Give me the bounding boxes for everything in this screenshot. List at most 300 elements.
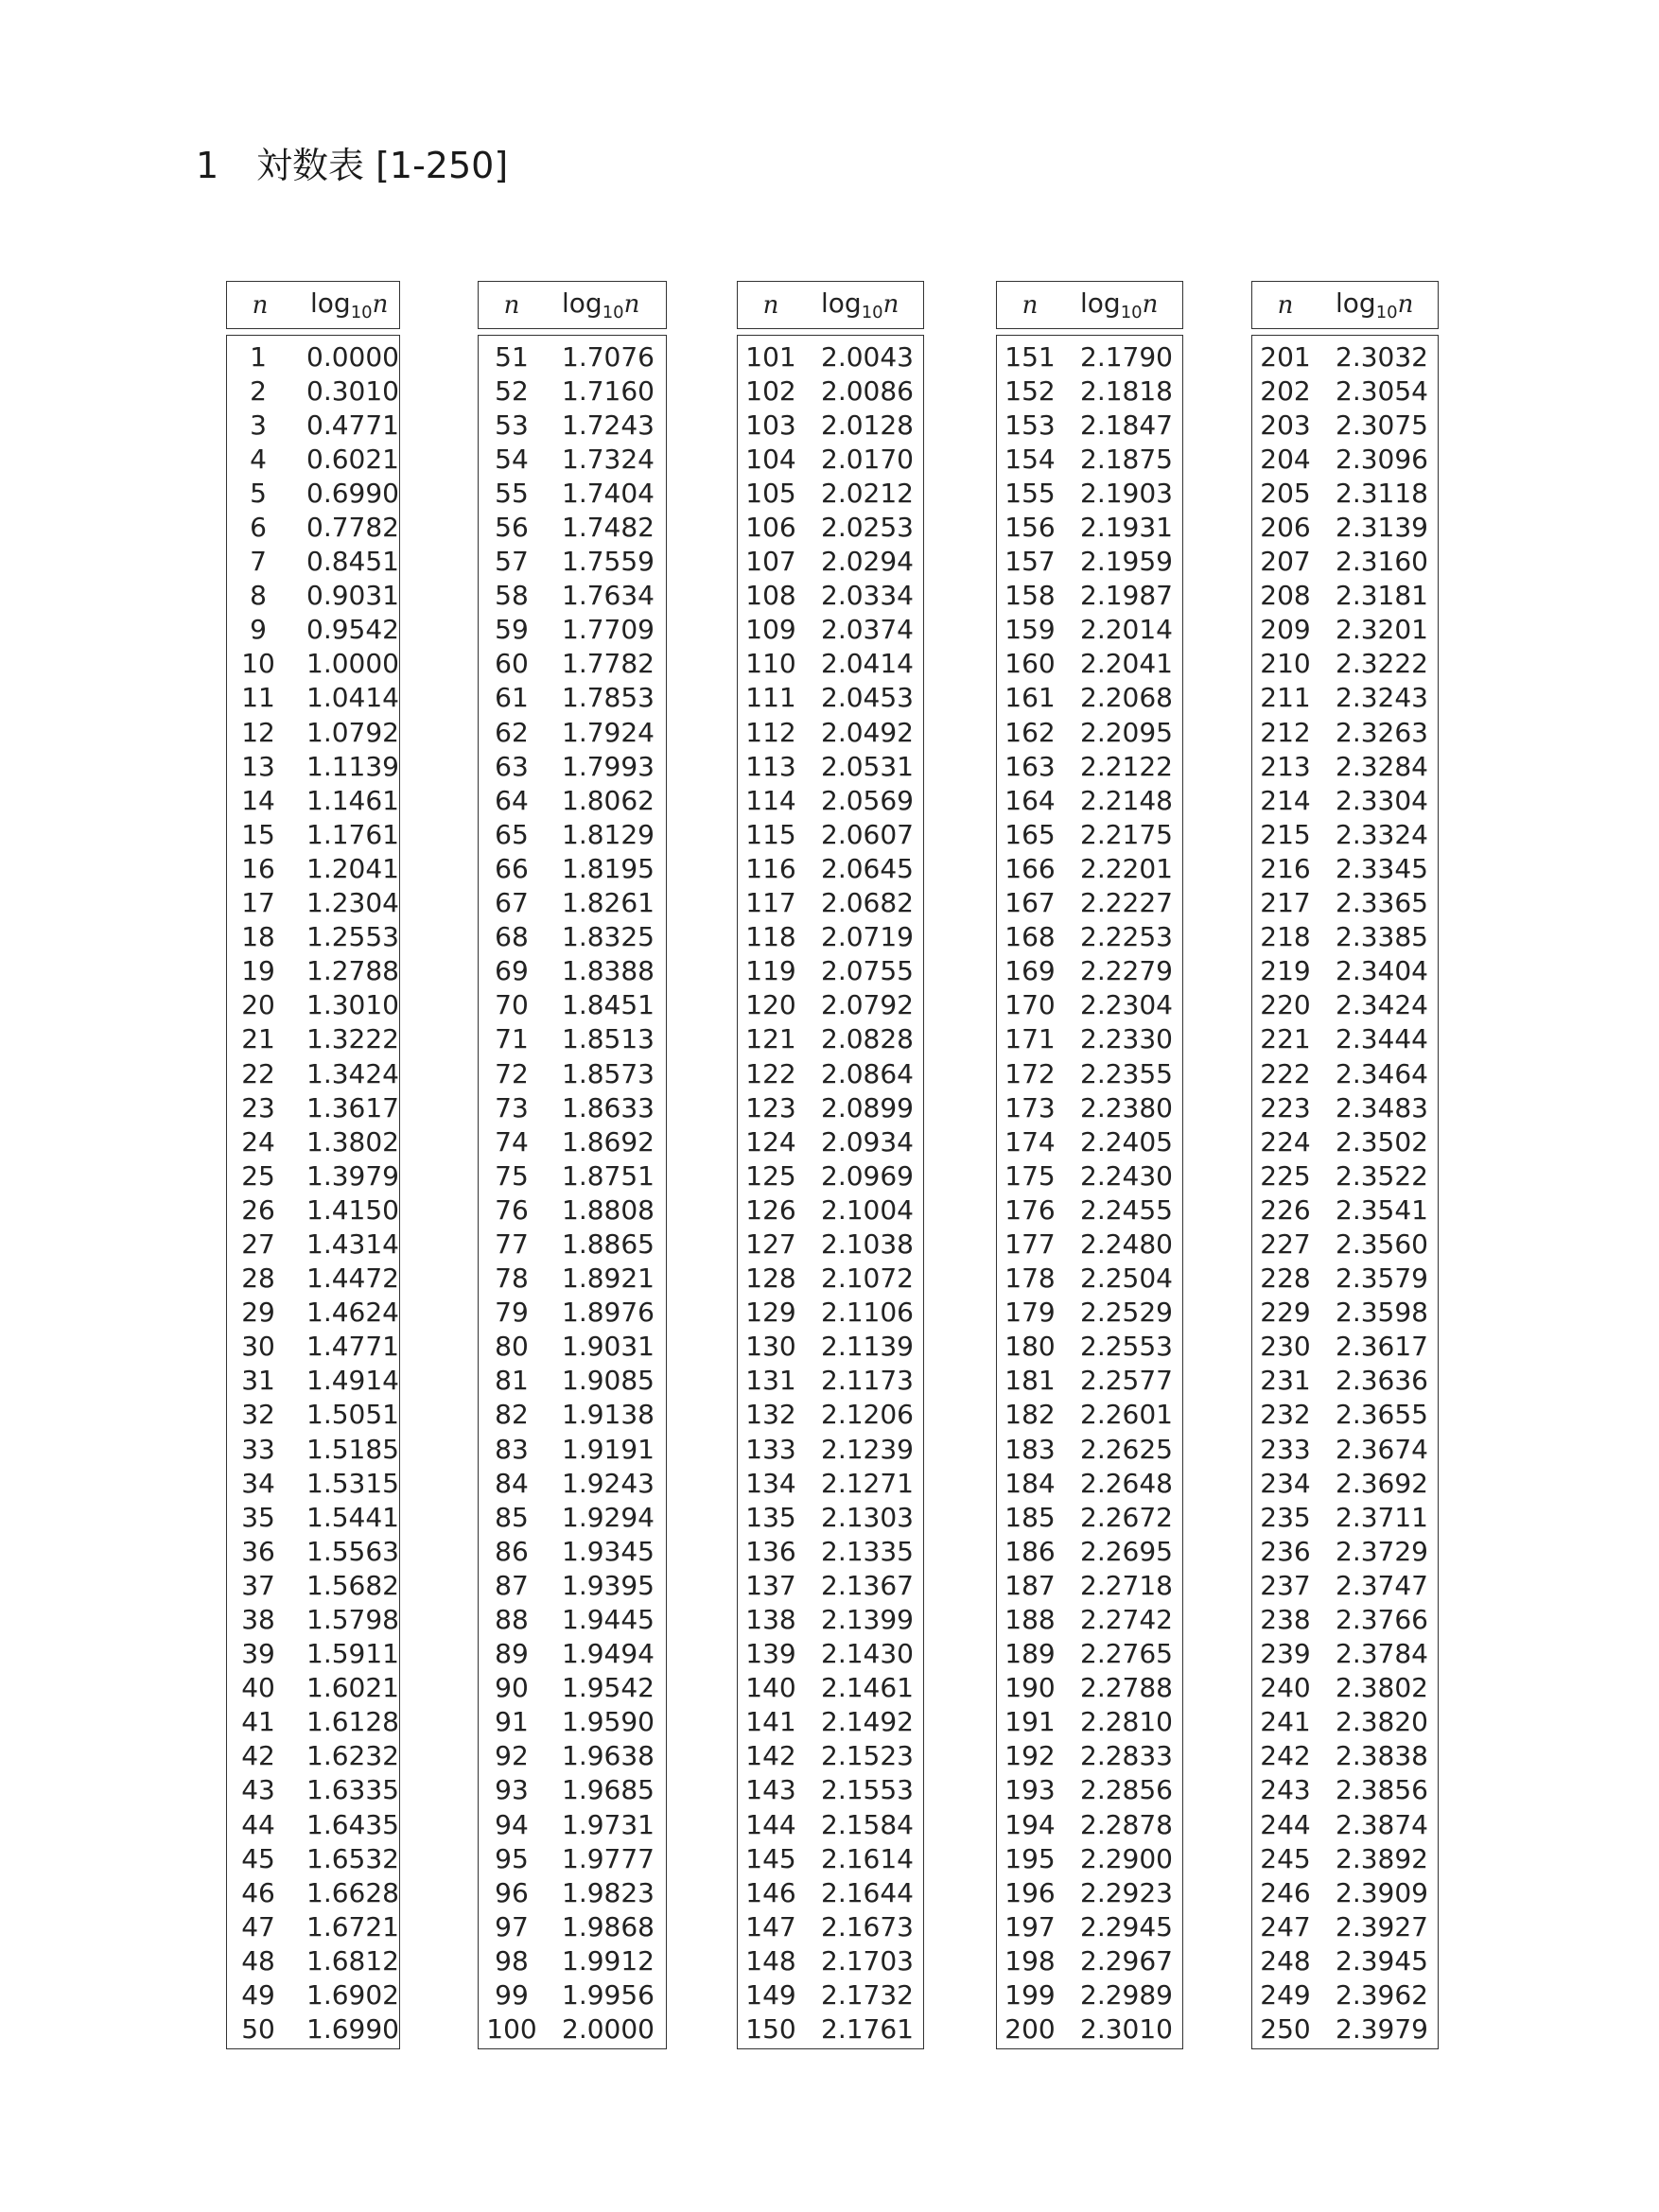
cell-log: 2.2330 [1080, 1023, 1173, 1055]
table-row [479, 681, 666, 715]
cell-n: 135 [745, 1501, 796, 1533]
cell-log: 2.3927 [1336, 1910, 1428, 1942]
cell-n: 123 [745, 1091, 796, 1123]
table-row [1252, 1432, 1438, 1466]
table-row [1252, 1296, 1438, 1330]
table-row [997, 579, 1182, 613]
table-row [1252, 408, 1438, 442]
cell-log: 2.3617 [1336, 1331, 1428, 1363]
cell-n: 60 [495, 648, 529, 680]
cell-n: 26 [241, 1193, 275, 1226]
cell-n: 42 [241, 1740, 275, 1772]
cell-log: 2.3560 [1336, 1228, 1428, 1260]
table-row [997, 1841, 1182, 1875]
table-row [738, 1705, 923, 1739]
table-row [479, 749, 666, 783]
cell-log: 2.2788 [1080, 1672, 1173, 1704]
cell-n: 173 [1004, 1091, 1056, 1123]
cell-n: 78 [495, 1263, 529, 1295]
cell-log: 2.3856 [1336, 1774, 1428, 1806]
table-row [997, 1262, 1182, 1296]
table-row [738, 1841, 923, 1875]
cell-n: 160 [1004, 648, 1056, 680]
cell-log: 2.1206 [821, 1399, 914, 1431]
cell-log: 2.3598 [1336, 1297, 1428, 1329]
cell-n: 213 [1260, 750, 1311, 782]
cell-n: 117 [745, 887, 796, 919]
cell-log: 2.2279 [1080, 955, 1173, 987]
table-row [997, 408, 1182, 442]
cell-log: 2.3160 [1336, 546, 1428, 578]
cell-n: 28 [241, 1263, 275, 1295]
table-row [227, 1432, 399, 1466]
table-row [227, 340, 399, 374]
table-row [1252, 1534, 1438, 1568]
cell-n: 169 [1004, 955, 1056, 987]
cell-n: 31 [241, 1365, 275, 1397]
table-row [479, 476, 666, 510]
cell-log: 2.3711 [1336, 1501, 1428, 1533]
table-row [997, 1637, 1182, 1671]
cell-log: 2.1461 [821, 1672, 914, 1704]
cell-n: 248 [1260, 1944, 1311, 1977]
table-row [479, 442, 666, 476]
table-row [1252, 1158, 1438, 1193]
cell-n: 94 [495, 1808, 529, 1840]
cell-log: 1.9685 [562, 1774, 655, 1806]
table-row [997, 442, 1182, 476]
cell-n: 153 [1004, 409, 1056, 441]
cell-log: 0.6021 [306, 443, 399, 475]
table-row [738, 1671, 923, 1705]
cell-n: 145 [745, 1842, 796, 1874]
cell-log: 1.2553 [306, 921, 399, 953]
cell-log: 0.3010 [306, 374, 399, 407]
table-row [1252, 1978, 1438, 2012]
cell-n: 223 [1260, 1091, 1311, 1123]
table-header [737, 282, 924, 329]
table-row [227, 1739, 399, 1773]
table-row [738, 954, 923, 988]
cell-log: 2.2810 [1080, 1706, 1173, 1738]
cell-log: 2.1875 [1080, 443, 1173, 475]
cell-n: 109 [745, 614, 796, 646]
table-row [997, 886, 1182, 920]
cell-n: 122 [745, 1057, 796, 1089]
cell-n: 174 [1004, 1125, 1056, 1158]
cell-n: 70 [495, 989, 529, 1021]
cell-n: 168 [1004, 921, 1056, 953]
table-row [738, 886, 923, 920]
cell-log: 2.2175 [1080, 818, 1173, 850]
cell-n: 142 [745, 1740, 796, 1772]
cell-log: 1.6021 [306, 1672, 399, 1704]
cell-log: 2.2227 [1080, 887, 1173, 919]
table-header [1251, 282, 1439, 329]
table-row [227, 1671, 399, 1705]
cell-n: 47 [241, 1910, 275, 1942]
cell-n: 5 [250, 477, 267, 509]
cell-log: 2.1584 [821, 1808, 914, 1840]
cell-log: 2.2041 [1080, 648, 1173, 680]
table-row [1252, 1056, 1438, 1090]
cell-log: 2.3979 [1336, 2013, 1428, 2046]
cell-log: 2.2201 [1080, 852, 1173, 884]
cell-log: 1.9868 [562, 1910, 655, 1942]
cell-log: 1.7076 [562, 340, 655, 373]
cell-n: 97 [495, 1910, 529, 1942]
table-row [997, 1364, 1182, 1398]
cell-n: 176 [1004, 1193, 1056, 1226]
cell-log: 1.9638 [562, 1740, 655, 1772]
header-log-var: n [1397, 290, 1414, 319]
cell-n: 150 [745, 2013, 796, 2046]
cell-log: 1.8062 [562, 784, 655, 816]
cell-log: 1.7709 [562, 614, 655, 646]
cell-n: 52 [495, 374, 529, 407]
table-row [479, 1773, 666, 1807]
cell-n: 205 [1260, 477, 1311, 509]
cell-n: 43 [241, 1774, 275, 1806]
cell-log: 1.7482 [562, 512, 655, 544]
table-row [227, 783, 399, 817]
cell-log: 2.3118 [1336, 477, 1428, 509]
table-row [738, 1500, 923, 1534]
table-row [227, 1056, 399, 1090]
table-row [227, 2012, 399, 2047]
cell-log: 1.5798 [306, 1604, 399, 1636]
table-row [738, 1056, 923, 1090]
cell-log: 1.6628 [306, 1876, 399, 1908]
cell-log: 1.9445 [562, 1604, 655, 1636]
cell-n: 53 [495, 409, 529, 441]
cell-n: 200 [1004, 2013, 1056, 2046]
cell-log: 2.2923 [1080, 1876, 1173, 1908]
table-row [1252, 2012, 1438, 2047]
cell-log: 2.0334 [821, 580, 914, 612]
cell-n: 3 [250, 409, 267, 441]
cell-log: 2.0645 [821, 852, 914, 884]
cell-log: 0.9031 [306, 580, 399, 612]
cell-n: 157 [1004, 546, 1056, 578]
table-row [479, 510, 666, 544]
cell-log: 2.1430 [821, 1638, 914, 1670]
cell-log: 2.2945 [1080, 1910, 1173, 1942]
cell-n: 13 [241, 750, 275, 782]
table-row [1252, 1637, 1438, 1671]
header-log-base: log [1080, 287, 1121, 319]
table-row [1252, 1500, 1438, 1534]
cell-n: 66 [495, 852, 529, 884]
table-row [1252, 1602, 1438, 1636]
cell-n: 171 [1004, 1023, 1056, 1055]
cell-n: 71 [495, 1023, 529, 1055]
table-body [478, 335, 667, 2048]
cell-log: 2.3464 [1336, 1057, 1428, 1089]
cell-log: 1.7853 [562, 682, 655, 714]
cell-log: 1.7924 [562, 716, 655, 748]
cell-log: 1.7993 [562, 750, 655, 782]
cell-n: 105 [745, 477, 796, 509]
table-row [1252, 613, 1438, 647]
table-row [1252, 749, 1438, 783]
cell-log: 2.3365 [1336, 887, 1428, 919]
table-row [738, 1807, 923, 1841]
table-row [479, 1056, 666, 1090]
cell-n: 80 [495, 1331, 529, 1363]
table-row [997, 613, 1182, 647]
cell-n: 194 [1004, 1808, 1056, 1840]
cell-n: 18 [241, 921, 275, 953]
cell-n: 113 [745, 750, 796, 782]
cell-n: 119 [745, 955, 796, 987]
cell-n: 182 [1004, 1399, 1056, 1431]
table-row [997, 374, 1182, 408]
cell-log: 1.1461 [306, 784, 399, 816]
cell-log: 2.1173 [821, 1365, 914, 1397]
cell-n: 118 [745, 921, 796, 953]
cell-log: 1.4150 [306, 1193, 399, 1226]
cell-n: 239 [1260, 1638, 1311, 1670]
cell-log: 2.3483 [1336, 1091, 1428, 1123]
table-row [738, 647, 923, 681]
cell-n: 185 [1004, 1501, 1056, 1533]
cell-n: 100 [486, 2013, 537, 2046]
cell-n: 87 [495, 1569, 529, 1601]
cell-n: 201 [1260, 340, 1311, 373]
cell-log: 1.5441 [306, 1501, 399, 1533]
table-row [1252, 545, 1438, 579]
table-header [226, 282, 400, 329]
cell-n: 247 [1260, 1910, 1311, 1942]
table-row [1252, 1568, 1438, 1602]
cell-log: 1.1761 [306, 818, 399, 850]
cell-n: 106 [745, 512, 796, 544]
cell-log: 2.3945 [1336, 1944, 1428, 1977]
cell-n: 154 [1004, 443, 1056, 475]
table-row [997, 1056, 1182, 1090]
table-row [997, 476, 1182, 510]
cell-n: 243 [1260, 1774, 1311, 1806]
table-row [479, 783, 666, 817]
cell-n: 10 [241, 648, 275, 680]
table-row [738, 579, 923, 613]
cell-log: 2.1239 [821, 1433, 914, 1465]
cell-log: 1.3222 [306, 1023, 399, 1055]
header-n: n [1022, 290, 1039, 320]
cell-log: 2.0607 [821, 818, 914, 850]
cell-log: 2.3424 [1336, 989, 1428, 1021]
cell-log: 2.1271 [821, 1467, 914, 1499]
cell-n: 222 [1260, 1057, 1311, 1089]
cell-n: 204 [1260, 443, 1311, 475]
cell-n: 227 [1260, 1228, 1311, 1260]
table-row [1252, 954, 1438, 988]
cell-log: 2.1553 [821, 1774, 914, 1806]
cell-log: 1.9191 [562, 1433, 655, 1465]
table-row [479, 1227, 666, 1261]
cell-log: 2.0969 [821, 1159, 914, 1192]
cell-log: 1.8808 [562, 1193, 655, 1226]
cell-log: 2.3385 [1336, 921, 1428, 953]
cell-n: 149 [745, 1979, 796, 2012]
table-row [1252, 1841, 1438, 1875]
table-row [738, 374, 923, 408]
cell-n: 12 [241, 716, 275, 748]
cell-log: 2.2695 [1080, 1535, 1173, 1567]
cell-n: 167 [1004, 887, 1056, 919]
cell-n: 143 [745, 1774, 796, 1806]
cell-n: 25 [241, 1159, 275, 1192]
cell-log: 1.6721 [306, 1910, 399, 1942]
header-log-base: log [310, 287, 351, 319]
cell-n: 203 [1260, 409, 1311, 441]
cell-log: 2.1038 [821, 1228, 914, 1260]
cell-log: 1.9956 [562, 1979, 655, 2012]
cell-n: 126 [745, 1193, 796, 1226]
cell-n: 235 [1260, 1501, 1311, 1533]
cell-log: 1.6902 [306, 1979, 399, 2012]
cell-log: 2.2718 [1080, 1569, 1173, 1601]
table-row [479, 1841, 666, 1875]
cell-log: 2.3502 [1336, 1125, 1428, 1158]
cell-n: 110 [745, 648, 796, 680]
table-row [997, 1466, 1182, 1500]
cell-log: 2.1732 [821, 1979, 914, 2012]
table-row [997, 1193, 1182, 1227]
cell-n: 30 [241, 1331, 275, 1363]
table-row [997, 2012, 1182, 2047]
cell-log: 2.0828 [821, 1023, 914, 1055]
table-row [997, 1227, 1182, 1261]
header-log [545, 287, 666, 322]
cell-log: 2.3010 [1080, 2013, 1173, 2046]
cell-log: 2.3304 [1336, 784, 1428, 816]
cell-n: 221 [1260, 1023, 1311, 1055]
table-row [227, 1466, 399, 1500]
cell-log: 1.8865 [562, 1228, 655, 1260]
cell-n: 197 [1004, 1910, 1056, 1942]
cell-n: 216 [1260, 852, 1311, 884]
cell-n: 51 [495, 340, 529, 373]
cell-log: 1.2304 [306, 887, 399, 919]
cell-n: 45 [241, 1842, 275, 1874]
cell-n: 125 [745, 1159, 796, 1192]
cell-log: 2.1335 [821, 1535, 914, 1567]
table-row [227, 1568, 399, 1602]
cell-log: 0.6990 [306, 477, 399, 509]
table-row [227, 476, 399, 510]
cell-log: 2.3674 [1336, 1433, 1428, 1465]
cell-log: 1.3617 [306, 1091, 399, 1123]
cell-n: 56 [495, 512, 529, 544]
cell-n: 6 [250, 512, 267, 544]
log-table-1 [226, 281, 400, 2049]
table-row [738, 988, 923, 1022]
cell-n: 83 [495, 1433, 529, 1465]
cell-log: 2.2253 [1080, 921, 1173, 953]
cell-n: 128 [745, 1263, 796, 1295]
cell-log: 2.0086 [821, 374, 914, 407]
table-row [738, 476, 923, 510]
table-row [227, 1262, 399, 1296]
cell-n: 85 [495, 1501, 529, 1533]
cell-n: 165 [1004, 818, 1056, 850]
cell-n: 32 [241, 1399, 275, 1431]
cell-log: 2.3075 [1336, 409, 1428, 441]
table-row [738, 715, 923, 749]
table-row [479, 1671, 666, 1705]
cell-log: 2.1523 [821, 1740, 914, 1772]
log-tables [0, 281, 1659, 2059]
table-row [997, 920, 1182, 954]
cell-n: 65 [495, 818, 529, 850]
table-row [1252, 476, 1438, 510]
table-row [479, 1364, 666, 1398]
table-row [227, 442, 399, 476]
table-row [997, 1773, 1182, 1807]
table-row [1252, 1466, 1438, 1500]
cell-log: 1.9494 [562, 1638, 655, 1670]
cell-log: 2.0899 [821, 1091, 914, 1123]
table-row [1252, 1875, 1438, 1909]
cell-log: 1.4472 [306, 1263, 399, 1295]
cell-n: 242 [1260, 1740, 1311, 1772]
cell-log: 2.0531 [821, 750, 914, 782]
table-row [1252, 1124, 1438, 1158]
table-row [479, 2012, 666, 2047]
cell-n: 20 [241, 989, 275, 1021]
cell-n: 107 [745, 546, 796, 578]
cell-n: 37 [241, 1569, 275, 1601]
table-row [1252, 1090, 1438, 1124]
cell-n: 196 [1004, 1876, 1056, 1908]
cell-log: 2.0414 [821, 648, 914, 680]
cell-n: 246 [1260, 1876, 1311, 1908]
cell-log: 2.2068 [1080, 682, 1173, 714]
cell-log: 1.5185 [306, 1433, 399, 1465]
table-row [738, 920, 923, 954]
table-row [479, 988, 666, 1022]
table-row [738, 545, 923, 579]
table-row [738, 851, 923, 885]
cell-log: 2.3636 [1336, 1365, 1428, 1397]
cell-log: 1.8195 [562, 852, 655, 884]
cell-log: 1.6990 [306, 2013, 399, 2046]
header-log-subscript: 10 [602, 303, 624, 322]
cell-n: 93 [495, 1774, 529, 1806]
cell-n: 191 [1004, 1706, 1056, 1738]
cell-log: 1.8692 [562, 1125, 655, 1158]
cell-n: 115 [745, 818, 796, 850]
cell-n: 95 [495, 1842, 529, 1874]
table-row [227, 715, 399, 749]
table-row [479, 408, 666, 442]
cell-log: 1.4914 [306, 1365, 399, 1397]
cell-n: 210 [1260, 648, 1311, 680]
header-n: n [1277, 290, 1294, 320]
cell-log: 1.7782 [562, 648, 655, 680]
cell-log: 1.5563 [306, 1535, 399, 1567]
cell-n: 64 [495, 784, 529, 816]
cell-log: 2.2380 [1080, 1091, 1173, 1123]
cell-n: 77 [495, 1228, 529, 1260]
cell-n: 133 [745, 1433, 796, 1465]
cell-log: 1.6435 [306, 1808, 399, 1840]
table-row [738, 1637, 923, 1671]
table-row [997, 340, 1182, 374]
cell-log: 2.3962 [1336, 1979, 1428, 2012]
